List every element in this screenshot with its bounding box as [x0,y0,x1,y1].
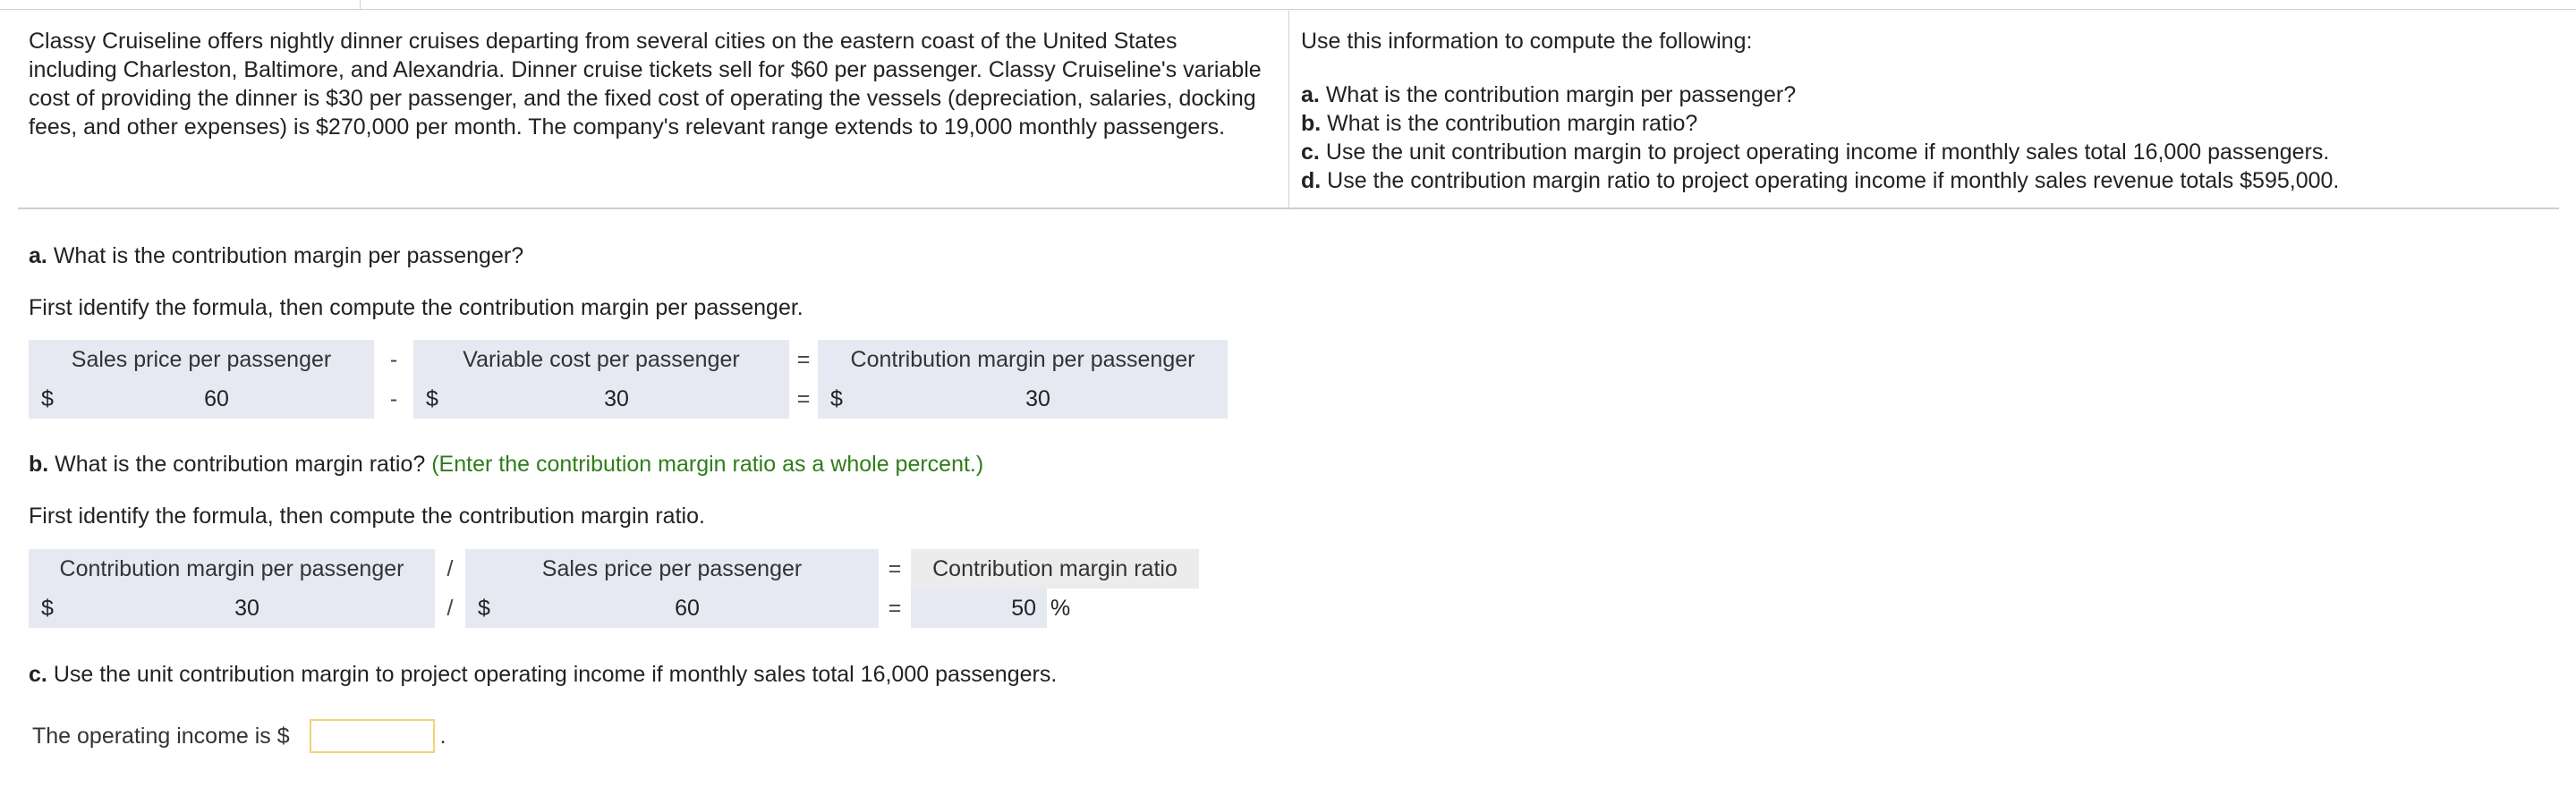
instruction-item-c [1301,138,2554,166]
instruction-item-b [1301,109,2554,138]
part-b-letter: b. [29,452,49,477]
percent-sign: % [1050,595,1071,621]
minus-operator: - [374,379,413,419]
instruction-text: Use the contribution margin ratio to project operating income if monthly sales revenue totals $595,000. [1327,168,2340,193]
instruction-text: Use the unit contribution margin to project operating income if monthly sales total 16,000 passengers. [1325,140,2330,165]
formula-header-row [29,549,1199,589]
part-b-formula-table [29,549,1199,628]
variable-cost-cell [413,379,789,419]
cm-ratio-group [911,589,1199,628]
part-a-letter: a. [29,243,47,268]
currency-symbol: $ [830,385,843,411]
part-b-question-text: What is the contribution margin ratio? [55,452,426,477]
sales-price-cell [465,589,879,628]
answer-period: . [439,723,446,749]
cm-ratio-value[interactable]: 50 [1011,595,1036,621]
operating-income-input[interactable] [310,719,435,753]
equals-operator: = [789,379,818,419]
currency-symbol: $ [41,385,54,411]
part-a-question [29,243,523,269]
equals-operator: = [789,340,818,379]
instruction-item-a [1301,80,2554,109]
sales-price-cell [29,379,374,419]
instruction-text: What is the contribution margin ratio? [1327,111,1698,136]
formula-value-row [29,379,1228,419]
problem-header [18,11,2559,209]
instruction-item-d [1301,166,2554,195]
cm-ratio-cell [911,589,1047,628]
formula-header-cm-ratio: Contribution margin ratio [911,549,1199,589]
part-c-question [29,662,1057,688]
instruction-text: What is the contribution margin per passenger? [1325,82,1797,107]
divide-operator: / [435,549,465,589]
top-tick-divider [360,0,361,9]
part-b-question [29,452,983,478]
contribution-margin-cell [29,589,435,628]
currency-symbol: $ [41,595,54,621]
equals-operator: = [879,549,911,589]
part-b-hint: (Enter the contribution margin ratio as a whole percent.) [431,452,984,477]
currency-symbol: $ [478,595,490,621]
sales-price-value[interactable]: 60 [675,595,700,621]
divide-operator: / [435,589,465,628]
contribution-margin-cell [818,379,1228,419]
formula-value-row [29,589,1199,628]
formula-header-sales-price: Sales price per passenger [465,549,879,589]
part-a-question-text: What is the contribution margin per passenger? [53,243,524,268]
scenario-text: Classy Cruiseline offers nightly dinner cruises departing from several cities on the eastern coast of the United States including Charleston, Baltimore, and Alexandria. Dinner cruise tickets sell for $60 per passenger. Classy Cruiseline's variable cost of providing the dinner is $30 per passenger, and the fixed cost of operating the vessels (depreciation, salaries, docking fees, and other expenses) is $270,000 per month. The company's relevant range extends to 19,000 monthly passengers. [29,29,1262,140]
part-a-instruction: First identify the formula, then compute the contribution margin per passenger. [29,295,803,320]
operating-income-label: The operating income is $ [32,723,290,749]
contribution-margin-value[interactable]: 30 [1025,385,1050,411]
top-divider [0,9,2576,10]
operating-income-answer [32,719,446,753]
formula-header-contribution-margin: Contribution margin per passenger [818,340,1228,379]
instruction-letter: b. [1301,111,1322,136]
formula-header-variable-cost: Variable cost per passenger [413,340,789,379]
part-a-formula-table [29,340,1228,419]
part-b-instruction: First identify the formula, then compute the contribution margin ratio. [29,504,705,529]
currency-symbol: $ [426,385,438,411]
instruction-letter: a. [1301,82,1320,107]
contribution-margin-value[interactable]: 30 [234,595,259,621]
minus-operator: - [374,340,413,379]
sales-price-value[interactable]: 60 [204,385,229,411]
formula-header-contribution-margin: Contribution margin per passenger [29,549,435,589]
part-c-question-text: Use the unit contribution margin to project operating income if monthly sales total 16,000 passengers. [53,662,1058,687]
instruction-letter: d. [1301,168,1322,193]
formula-header-row [29,340,1228,379]
variable-cost-value[interactable]: 30 [604,385,629,411]
instruction-letter: c. [1301,140,1320,165]
instructions-panel [1301,27,2554,195]
column-divider [1288,11,1289,207]
instructions-intro: Use this information to compute the following: [1301,29,1753,54]
equals-operator: = [879,589,911,628]
part-c-letter: c. [29,662,47,687]
formula-header-sales-price: Sales price per passenger [29,340,374,379]
